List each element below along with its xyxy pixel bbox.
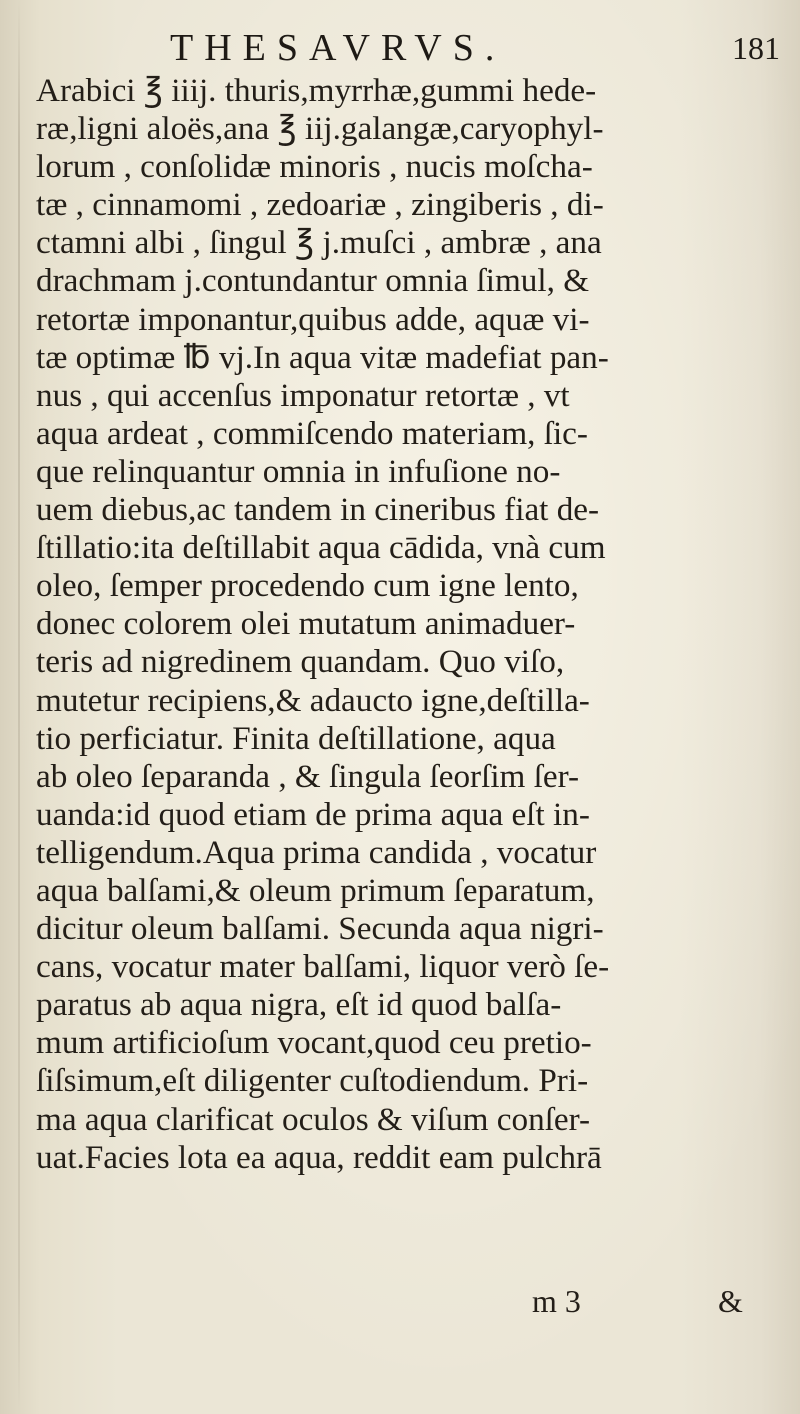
text-line: ſtillatio:ita deſtillabit aqua cādida, vnà cum (36, 529, 606, 567)
text-line: cans, vocatur mater balſami, liquor verò ſe- (36, 948, 610, 986)
text-line: paratus ab aqua nigra, eſt id quod balſa- (36, 986, 562, 1024)
page-number: 181 (732, 30, 780, 66)
text-line: tæ , cinnamomi , zedoariæ , zingiberis , di- (36, 186, 604, 224)
text-line: retortæ imponantur,quibus adde, aquæ vi- (36, 300, 590, 338)
text-line: uanda:id quod etiam de prima aqua eſt in- (36, 795, 590, 833)
text-line: dicitur oleum balſami. Secunda aqua nigri- (36, 910, 604, 948)
text-line: ſiſsimum,eſt diligenter cuſtodiendum. Pri- (36, 1062, 589, 1100)
text-line: que relinquantur omnia in infuſione no- (36, 452, 561, 490)
text-line: ab oleo ſeparanda , & ſingula ſeorſim ſer- (36, 757, 580, 795)
text-line: tæ optimæ ℔ vj.In aqua vitæ madefiat pan- (36, 338, 609, 376)
text-line: aqua ardeat , commiſcendo materiam, ſic- (36, 414, 588, 452)
catchword: & (718, 1283, 743, 1319)
text-line: teris ad nigredinem quandam. Quo viſo, (36, 643, 565, 681)
text-line: donec colorem olei mutatum animaduer- (36, 605, 576, 643)
text-line: telligendum.Aqua prima candida , vocatur (36, 833, 597, 871)
text-line: nus , qui accenſus imponatur retortæ , vt (36, 376, 570, 414)
text-line: ræ,ligni aloës,ana ℥ iij.galangæ,caryophyl- (36, 110, 604, 148)
text-line: lorum , conſolidæ minoris , nucis moſcha- (36, 148, 593, 186)
text-line: uem diebus,ac tandem in cineribus fiat de- (36, 491, 600, 529)
text-line: mum artificioſum vocant,quod ceu pretio- (36, 1024, 592, 1062)
text-line: drachmam j.contundantur omnia ſimul, & (36, 262, 590, 300)
body-text (36, 72, 776, 1177)
text-line: ctamni albi , ſingul ℥ j.muſci , ambræ , ana (36, 224, 602, 262)
text-line: tio perficiatur. Finita deſtillatione, aqua (36, 719, 556, 757)
running-head (170, 24, 780, 72)
text-line: mutetur recipiens,& adaucto igne,deſtilla- (36, 681, 590, 719)
running-title: THESAVRVS. (170, 27, 506, 69)
text-line: uat.Facies lota ea aqua, reddit eam pulchrā (36, 1138, 602, 1176)
page-gutter (18, 0, 20, 1414)
text-line: Arabici ℥ iiij. thuris,myrrhæ,gummi hede- (36, 72, 597, 109)
signature-mark: m 3 (532, 1283, 581, 1319)
text-line: aqua balſami,& oleum primum ſeparatum, (36, 871, 595, 909)
text-line: ma aqua clarificat oculos & viſum conſer- (36, 1100, 591, 1138)
page-footer (0, 1281, 800, 1321)
text-line: oleo, ſemper procedendo cum igne lento, (36, 567, 579, 605)
